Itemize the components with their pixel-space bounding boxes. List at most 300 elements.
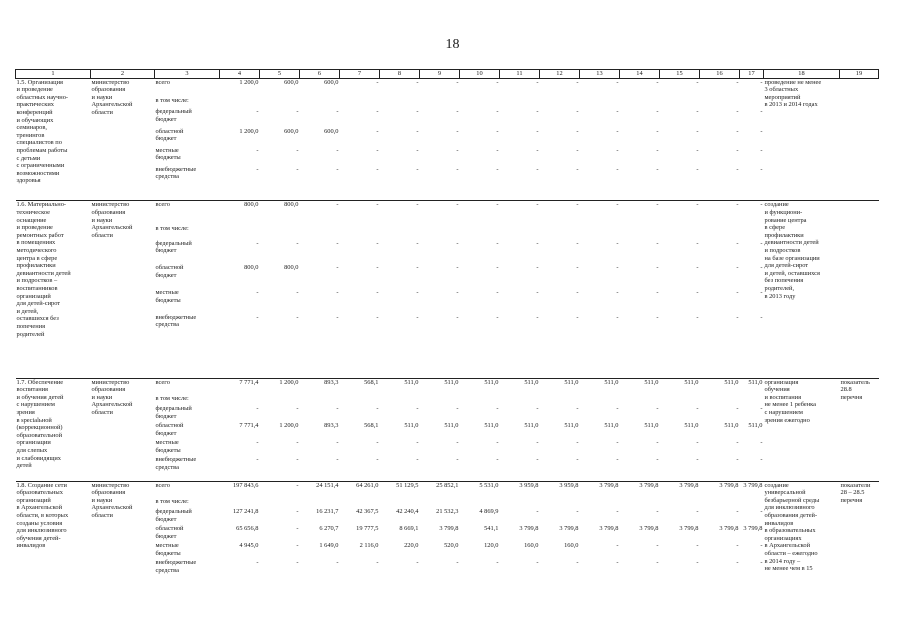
- amount-cell: -: [656, 313, 659, 321]
- amount-cell: -: [656, 439, 659, 447]
- amount-cell: 893,3: [324, 422, 339, 430]
- column-header: 17: [740, 70, 764, 79]
- amount-cell: -: [536, 439, 539, 447]
- spacer-cell: [16, 346, 879, 354]
- amount-cell: -: [296, 239, 299, 247]
- column-header: 6: [300, 70, 340, 79]
- amount-cell: 1 200,0: [220, 78, 260, 97]
- column-header: 11: [500, 70, 540, 79]
- amount-cell: -: [736, 559, 739, 567]
- column-header: 19: [840, 70, 879, 79]
- amount-cell: -: [696, 239, 699, 247]
- amount-cell: -: [336, 165, 339, 173]
- amount-cell: -: [496, 405, 499, 413]
- amount-cell: -: [696, 508, 699, 516]
- amount-cell: -: [336, 146, 339, 154]
- amount-cell: -: [760, 405, 763, 413]
- amount-cell: -: [760, 108, 763, 116]
- funding-source-cell: местные бюджеты: [155, 542, 181, 557]
- amount-cell: -: [576, 456, 579, 464]
- amount-cell: 127 241,8: [232, 508, 259, 516]
- amount-cell: -: [620, 78, 660, 97]
- amount-cell: -: [616, 127, 619, 135]
- amount-cell: -: [576, 239, 579, 247]
- amount-cell: -: [456, 108, 459, 116]
- amount-cell: [380, 97, 420, 108]
- amount-cell: -: [760, 165, 763, 173]
- amount-cell: -: [760, 542, 763, 550]
- amount-cell: -: [416, 108, 419, 116]
- amount-cell: -: [496, 146, 499, 154]
- amount-cell: -: [376, 108, 379, 116]
- amount-cell: [660, 395, 700, 405]
- amount-cell: -: [736, 108, 739, 116]
- amount-cell: -: [456, 264, 459, 272]
- column-header: 3: [155, 70, 220, 79]
- amount-cell: 511,0: [540, 378, 580, 395]
- column-header: 8: [380, 70, 420, 79]
- amount-cell: -: [416, 165, 419, 173]
- amount-cell: -: [576, 146, 579, 154]
- amount-cell: 511,0: [604, 422, 619, 430]
- amount-cell: -: [616, 165, 619, 173]
- amount-cell: [700, 498, 740, 508]
- amount-cell: -: [500, 78, 540, 97]
- amount-cell: -: [696, 146, 699, 154]
- funding-source-cell: внебюджетные средства: [155, 313, 197, 329]
- amount-cell: [260, 498, 300, 508]
- amount-cell: 511,0: [580, 378, 620, 395]
- amount-cell: [260, 97, 300, 108]
- amount-cell: -: [536, 405, 539, 413]
- amount-cell: [620, 97, 660, 108]
- funding-source-cell: внебюджетные средства: [155, 165, 197, 181]
- amount-cell: -: [536, 108, 539, 116]
- table-row: [16, 201, 879, 226]
- amount-cell: -: [696, 405, 699, 413]
- amount-cell: -: [416, 439, 419, 447]
- amount-cell: 1 200,0: [279, 422, 299, 430]
- amount-cell: [740, 395, 764, 405]
- amount-cell: 3 959,8: [540, 481, 580, 498]
- amount-cell: 160,0: [564, 542, 579, 550]
- amount-cell: [580, 97, 620, 108]
- amount-cell: 511,0: [524, 422, 539, 430]
- amount-cell: -: [416, 288, 419, 296]
- amount-cell: -: [496, 165, 499, 173]
- column-number-row: [16, 70, 879, 79]
- amount-cell: 3 799,8: [719, 525, 739, 533]
- amount-cell: -: [576, 165, 579, 173]
- amount-cell: -: [616, 542, 619, 550]
- executor-cell: министерство образования и науки Архангельской области: [91, 378, 155, 473]
- amount-cell: [740, 498, 764, 508]
- amount-cell: -: [736, 405, 739, 413]
- amount-cell: -: [760, 288, 763, 296]
- amount-cell: -: [760, 508, 763, 516]
- amount-cell: 3 799,8: [660, 481, 700, 498]
- spacer-row: [16, 338, 879, 346]
- amount-cell: -: [296, 439, 299, 447]
- amount-cell: -: [456, 313, 459, 321]
- funding-source-cell: областной бюджет: [155, 422, 184, 437]
- column-header: 15: [660, 70, 700, 79]
- amount-cell: -: [576, 288, 579, 296]
- amount-cell: -: [536, 559, 539, 567]
- amount-cell: [220, 395, 260, 405]
- amount-cell: -: [576, 559, 579, 567]
- amount-cell: 3 799,8: [620, 481, 660, 498]
- table-row: [16, 78, 879, 97]
- amount-cell: -: [536, 313, 539, 321]
- column-header: 2: [91, 70, 155, 79]
- amount-cell: -: [696, 127, 699, 135]
- amount-cell: -: [256, 165, 259, 173]
- amount-cell: 42 367,5: [356, 508, 379, 516]
- amount-cell: [740, 97, 764, 108]
- amount-cell: -: [336, 559, 339, 567]
- amount-cell: -: [696, 108, 699, 116]
- amount-cell: -: [656, 127, 659, 135]
- amount-cell: 511,0: [684, 422, 699, 430]
- amount-cell: [740, 225, 764, 239]
- amount-cell: [460, 225, 500, 239]
- funding-source-cell: областной бюджет: [155, 525, 184, 540]
- amount-cell: -: [376, 288, 379, 296]
- amount-cell: -: [336, 439, 339, 447]
- amount-cell: 511,0: [620, 378, 660, 395]
- expected-result-cell: создание универсальной безбарьерной среды для инклюзивного образования детей- инвалидов в образовательных организациях в Архангельской области – ежегодно в 2014 году – не менее чем в 15: [764, 481, 840, 576]
- amount-cell: -: [740, 78, 764, 97]
- amount-cell: -: [536, 165, 539, 173]
- amount-cell: 3 799,8: [679, 525, 699, 533]
- amount-cell: 4 869,9: [479, 508, 499, 516]
- measure-title: 1.7. Обеспечение воспитания и обучения детей с нарушением зрения в specialьной (коррекционной) образовательной организации для слепых и слабовидящих детей: [16, 378, 91, 473]
- spacer-row: [16, 346, 879, 354]
- amount-cell: [220, 225, 260, 239]
- amount-cell: -: [496, 239, 499, 247]
- amount-cell: -: [760, 127, 763, 135]
- amount-cell: [500, 97, 540, 108]
- amount-cell: 3 799,8: [559, 525, 579, 533]
- amount-cell: [500, 498, 540, 508]
- amount-cell: [420, 395, 460, 405]
- amount-cell: [420, 498, 460, 508]
- amount-cell: 8 669,1: [399, 525, 419, 533]
- spacer-row: [16, 193, 879, 201]
- column-header: 1: [16, 70, 91, 79]
- amount-cell: 160,0: [524, 542, 539, 550]
- amount-cell: [460, 498, 500, 508]
- amount-cell: -: [336, 405, 339, 413]
- executor-cell: министерство образования и науки Архангельской области: [91, 78, 155, 185]
- amount-cell: 2 116,0: [359, 542, 379, 550]
- amount-cell: -: [760, 559, 763, 567]
- amount-cell: 21 532,3: [436, 508, 459, 516]
- amount-cell: -: [296, 542, 299, 550]
- amount-cell: 19 777,5: [356, 525, 379, 533]
- amount-cell: -: [296, 313, 299, 321]
- amount-cell: -: [336, 239, 339, 247]
- column-header: 14: [620, 70, 660, 79]
- amount-cell: [260, 395, 300, 405]
- amount-cell: -: [416, 456, 419, 464]
- amount-cell: -: [656, 456, 659, 464]
- amount-cell: -: [380, 78, 420, 97]
- amount-cell: -: [696, 456, 699, 464]
- amount-cell: 511,0: [380, 378, 420, 395]
- spacer-cell: [16, 185, 879, 193]
- amount-cell: -: [256, 439, 259, 447]
- amount-cell: -: [536, 508, 539, 516]
- amount-cell: 24 151,4: [300, 481, 340, 498]
- amount-cell: -: [736, 508, 739, 516]
- amount-cell: 511,0: [500, 378, 540, 395]
- amount-cell: -: [456, 405, 459, 413]
- amount-cell: -: [340, 201, 380, 226]
- amount-cell: -: [296, 165, 299, 173]
- amount-cell: 25 852,1: [420, 481, 460, 498]
- amount-cell: -: [656, 146, 659, 154]
- amount-cell: [660, 225, 700, 239]
- executor-cell: министерство образования и науки Архангельской области: [91, 201, 155, 338]
- amount-cell: -: [616, 508, 619, 516]
- indicator-cell: показатели 28 – 28.5 перечня: [840, 481, 879, 576]
- amount-cell: [300, 225, 340, 239]
- amount-cell: 3 799,8: [580, 481, 620, 498]
- amount-cell: -: [616, 439, 619, 447]
- amount-cell: -: [376, 456, 379, 464]
- amount-cell: -: [336, 456, 339, 464]
- funding-source-cell: федеральный бюджет: [155, 108, 192, 124]
- amount-cell: -: [576, 127, 579, 135]
- column-header: 18: [764, 70, 840, 79]
- amount-cell: 800,0: [284, 264, 299, 272]
- amount-cell: [500, 395, 540, 405]
- amount-cell: 511,0: [644, 422, 659, 430]
- amount-cell: -: [456, 439, 459, 447]
- amount-cell: -: [656, 288, 659, 296]
- amount-cell: -: [736, 313, 739, 321]
- amount-cell: -: [460, 201, 500, 226]
- amount-cell: -: [700, 78, 740, 97]
- spacer-row: [16, 354, 879, 362]
- amount-cell: -: [496, 439, 499, 447]
- amount-cell: [620, 225, 660, 239]
- funding-source-cell: в том числе:: [155, 225, 189, 233]
- amount-cell: [420, 225, 460, 239]
- amount-cell: -: [736, 456, 739, 464]
- funding-source-cell: в том числе:: [155, 498, 189, 506]
- amount-cell: 3 799,8: [599, 525, 619, 533]
- spacer-cell: [16, 370, 879, 378]
- amount-cell: -: [256, 108, 259, 116]
- amount-cell: 3 799,8: [700, 481, 740, 498]
- amount-cell: -: [456, 559, 459, 567]
- amount-cell: -: [456, 127, 459, 135]
- amount-cell: -: [656, 405, 659, 413]
- expected-result-cell: создание и функциони- рование центра в сфере профилактики девиантности детей и подростков на базе организации для детей-сирот и детей, оставшихся без попечения родителей, в 2013 году: [764, 201, 840, 338]
- amount-cell: [340, 97, 380, 108]
- amount-cell: 511,0: [420, 378, 460, 395]
- amount-cell: 520,0: [444, 542, 459, 550]
- amount-cell: -: [696, 559, 699, 567]
- amount-cell: 6 270,7: [319, 525, 339, 533]
- funding-source-cell: внебюджетные средства: [155, 456, 197, 471]
- column-header: 10: [460, 70, 500, 79]
- amount-cell: 3 799,8: [639, 525, 659, 533]
- amount-cell: -: [300, 201, 340, 226]
- amount-cell: -: [760, 264, 763, 272]
- amount-cell: -: [616, 456, 619, 464]
- amount-cell: -: [660, 78, 700, 97]
- amount-cell: 220,0: [404, 542, 419, 550]
- amount-cell: [580, 395, 620, 405]
- amount-cell: -: [496, 559, 499, 567]
- amount-cell: -: [296, 108, 299, 116]
- amount-cell: -: [536, 239, 539, 247]
- amount-cell: 511,0: [444, 422, 459, 430]
- amount-cell: -: [376, 146, 379, 154]
- column-header: 16: [700, 70, 740, 79]
- amount-cell: [660, 97, 700, 108]
- amount-cell: 197 843,6: [220, 481, 260, 498]
- amount-cell: [300, 97, 340, 108]
- funding-source-cell: федеральный бюджет: [155, 508, 192, 523]
- amount-cell: 3 799,8: [439, 525, 459, 533]
- amount-cell: 511,0: [748, 422, 763, 430]
- amount-cell: -: [760, 239, 763, 247]
- amount-cell: -: [656, 559, 659, 567]
- amount-cell: [620, 498, 660, 508]
- amount-cell: 16 231,7: [316, 508, 339, 516]
- budget-table: [15, 69, 878, 640]
- amount-cell: -: [500, 201, 540, 226]
- amount-cell: [540, 395, 580, 405]
- amount-cell: 511,0: [484, 422, 499, 430]
- amount-cell: -: [496, 127, 499, 135]
- amount-cell: -: [336, 264, 339, 272]
- funding-source-cell: всего: [155, 78, 220, 97]
- amount-cell: -: [620, 201, 660, 226]
- amount-cell: -: [456, 456, 459, 464]
- spacer-cell: [16, 193, 879, 201]
- amount-cell: -: [496, 288, 499, 296]
- amount-cell: -: [496, 456, 499, 464]
- amount-cell: 800,0: [244, 264, 259, 272]
- amount-cell: -: [576, 264, 579, 272]
- amount-cell: [460, 97, 500, 108]
- amount-cell: -: [376, 559, 379, 567]
- amount-cell: [260, 225, 300, 239]
- amount-cell: 511,0: [460, 378, 500, 395]
- amount-cell: [220, 97, 260, 108]
- amount-cell: -: [296, 525, 299, 533]
- amount-cell: -: [376, 405, 379, 413]
- amount-cell: [420, 97, 460, 108]
- amount-cell: [540, 225, 580, 239]
- amount-cell: 65 656,8: [236, 525, 259, 533]
- column-header: 4: [220, 70, 260, 79]
- indicator-cell: [840, 78, 879, 185]
- amount-cell: 511,0: [700, 378, 740, 395]
- amount-cell: -: [456, 288, 459, 296]
- spacer-cell: [16, 354, 879, 362]
- amount-cell: -: [296, 508, 299, 516]
- amount-cell: 511,0: [404, 422, 419, 430]
- amount-cell: -: [416, 146, 419, 154]
- spacer-cell: [16, 338, 879, 346]
- amount-cell: -: [256, 239, 259, 247]
- spacer-row: [16, 362, 879, 370]
- spacer-row: [16, 185, 879, 193]
- amount-cell: -: [256, 559, 259, 567]
- amount-cell: -: [580, 78, 620, 97]
- amount-cell: -: [376, 127, 379, 135]
- amount-cell: 1 649,0: [319, 542, 339, 550]
- amount-cell: [540, 97, 580, 108]
- amount-cell: -: [616, 288, 619, 296]
- amount-cell: -: [536, 456, 539, 464]
- amount-cell: 511,0: [564, 422, 579, 430]
- amount-cell: 5 531,0: [460, 481, 500, 498]
- amount-cell: 600,0: [324, 127, 339, 135]
- amount-cell: 893,3: [300, 378, 340, 395]
- amount-cell: [340, 498, 380, 508]
- amount-cell: -: [256, 313, 259, 321]
- amount-cell: 4 945,0: [239, 542, 259, 550]
- amount-cell: -: [656, 264, 659, 272]
- amount-cell: -: [656, 508, 659, 516]
- funding-source-cell: всего: [155, 481, 220, 498]
- amount-cell: -: [660, 201, 700, 226]
- amount-cell: -: [376, 264, 379, 272]
- amount-cell: -: [656, 239, 659, 247]
- amount-cell: -: [656, 108, 659, 116]
- amount-cell: -: [540, 78, 580, 97]
- amount-cell: 511,0: [660, 378, 700, 395]
- amount-cell: -: [576, 108, 579, 116]
- amount-cell: -: [456, 146, 459, 154]
- amount-cell: [380, 225, 420, 239]
- amount-cell: -: [336, 108, 339, 116]
- funding-source-cell: федеральный бюджет: [155, 405, 192, 420]
- column-header: 12: [540, 70, 580, 79]
- measure-title: 1.5. Организация и проведение областных научно- практических конференций и обучающих семинаров, тренингов специалистов по проблемам работы с детьми с ограниченными возможностями здоровья: [16, 78, 91, 185]
- amount-cell: -: [760, 313, 763, 321]
- amount-cell: -: [256, 405, 259, 413]
- amount-cell: -: [616, 559, 619, 567]
- amount-cell: -: [536, 264, 539, 272]
- funding-source-cell: областной бюджет: [155, 127, 184, 143]
- amount-cell: -: [656, 165, 659, 173]
- amount-cell: -: [496, 108, 499, 116]
- amount-cell: [580, 498, 620, 508]
- amount-cell: [380, 395, 420, 405]
- amount-cell: -: [536, 288, 539, 296]
- executor-cell: министерство образования и науки Архангельской области: [91, 481, 155, 576]
- amount-cell: -: [420, 201, 460, 226]
- amount-cell: -: [736, 146, 739, 154]
- amount-cell: -: [736, 127, 739, 135]
- column-header: 5: [260, 70, 300, 79]
- amount-cell: [340, 395, 380, 405]
- amount-cell: -: [616, 405, 619, 413]
- amount-cell: -: [296, 146, 299, 154]
- table-row: [16, 378, 879, 395]
- amount-cell: -: [696, 264, 699, 272]
- amount-cell: [300, 395, 340, 405]
